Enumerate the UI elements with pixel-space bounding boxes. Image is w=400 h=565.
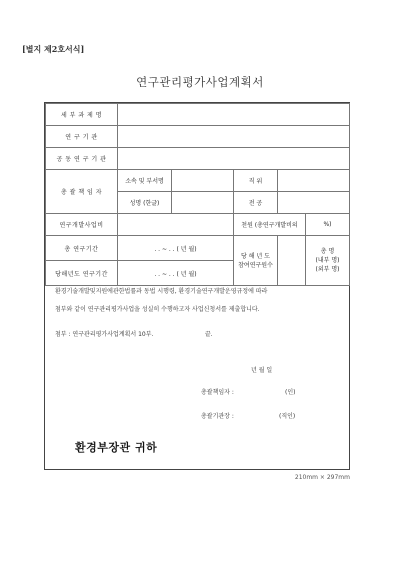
table-row [46, 148, 350, 170]
budget-label: 연구개발사업비 [46, 214, 118, 236]
director-signature-label: 총괄책임자 : [201, 389, 234, 396]
research-institution-field[interactable] [118, 126, 350, 148]
form-label: [별지 제2호서식] [22, 44, 85, 54]
director-seal: (인) [285, 389, 296, 396]
total-people: 총 명 [320, 248, 335, 255]
declaration-line-1: 환경기술개발및지원에관한법률과 동법 시행령, 환경기술연구개발운영규정에 따라 [55, 288, 268, 295]
director-label: 총 괄 책 임 자 [46, 170, 118, 214]
internal-people: (내부 명) [315, 257, 340, 264]
participants-label-line1: 당 해 년 도 [241, 252, 270, 260]
form-table [45, 103, 350, 286]
application-form [44, 102, 350, 470]
total-period-label: 총 연구기간 [46, 236, 118, 261]
external-people: (외부 명) [315, 266, 340, 273]
position-label: 직 위 [234, 170, 278, 192]
table-row [46, 126, 350, 148]
table-row [46, 236, 350, 261]
head-signature-label: 총괄기관장 : [201, 413, 234, 420]
name-label: 성명 (한글) [118, 192, 172, 214]
participants-breakdown [306, 236, 350, 286]
table-row [46, 104, 350, 126]
research-institution-label: 연 구 기 관 [46, 126, 118, 148]
year-period-field[interactable]: . . ~ . . ( 년 월) [118, 261, 234, 286]
budget-percent: %) [306, 214, 350, 236]
budget-amount-field[interactable] [118, 214, 234, 236]
position-field[interactable] [278, 170, 350, 192]
major-label: 전 공 [234, 192, 278, 214]
form-title: 연구관리평가사업계획서 [136, 75, 264, 89]
end-mark: 끝. [205, 331, 213, 338]
head-seal: (직인) [279, 413, 296, 420]
declaration-line-2: 첨부와 같이 연구관리평가사업을 성실히 수행하고자 사업신청서를 제출합니다. [55, 306, 260, 313]
table-row [46, 214, 350, 236]
joint-institution-field[interactable] [118, 148, 350, 170]
year-period-label: 당해년도 연구기간 [46, 261, 118, 286]
attachment-note: 첨부 : 연구관리평가사업계획서 10부. [55, 331, 154, 338]
paper-size: 210mm × 297mm [294, 474, 350, 481]
major-field[interactable] [278, 192, 350, 214]
total-period-field[interactable]: . . ~ . . ( 년 월) [118, 236, 234, 261]
participants-label-line2: 참여연구원수 [238, 261, 273, 269]
project-name-label: 세 부 과 제 명 [46, 104, 118, 126]
table-row [46, 170, 350, 192]
recipient: 환경부장관 귀하 [75, 441, 158, 454]
participants-label [234, 236, 278, 286]
project-name-field[interactable] [118, 104, 350, 126]
budget-value: 천원 (총연구개발비의 [234, 214, 306, 236]
name-field[interactable] [172, 192, 234, 214]
affiliation-field[interactable] [172, 170, 234, 192]
participants-field[interactable] [278, 236, 306, 286]
affiliation-label: 소속 및 부서명 [118, 170, 172, 192]
signature-date: 년 월 일 [251, 367, 273, 374]
joint-institution-label: 공 동 연 구 기 관 [46, 148, 118, 170]
